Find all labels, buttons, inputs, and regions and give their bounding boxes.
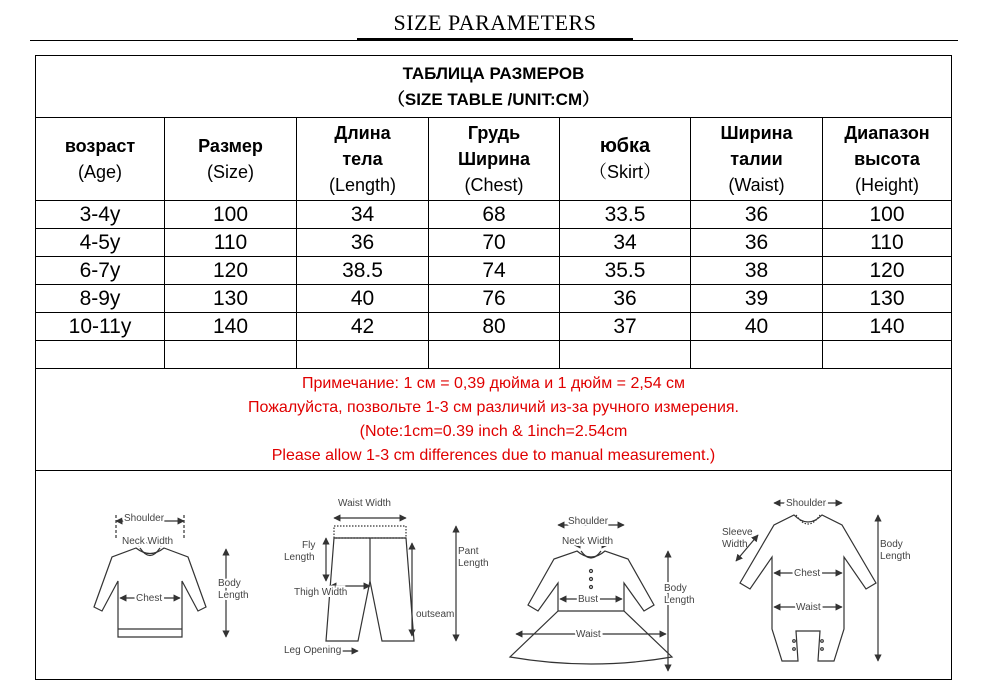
label-romper-body-length-2: Length [880,551,911,562]
page-header [0,0,990,44]
header-rule [30,40,958,41]
cell-waist: 38 [691,257,823,285]
header-en: (Length) [328,175,397,195]
table-caption-row [36,56,952,118]
table-row [36,229,952,257]
header-ru: возраст [64,136,136,156]
cell-size: 120 [165,257,297,285]
table-row [36,201,952,229]
cell-length: 36 [297,229,429,257]
header-ru: Ширина [720,123,793,143]
cell-waist: 39 [691,285,823,313]
table-header-row [36,118,952,201]
label-dress-waist: Waist [576,629,601,640]
col-header-length [297,118,429,201]
diagram-row [36,471,952,680]
caption-unit: （SIZE TABLE /UNIT:CM） [387,89,600,109]
cell-waist: 36 [691,201,823,229]
col-header-size [165,118,297,201]
size-table [35,55,952,680]
cell-length: 34 [297,201,429,229]
table-caption [36,56,952,118]
header-en: (Waist) [728,175,785,195]
cell-height: 100 [823,201,952,229]
col-header-waist [691,118,823,201]
cell-size: 140 [165,313,297,341]
romper-outline [740,515,876,661]
notes-cell [36,369,952,471]
cell-skirt: 34 [560,229,691,257]
cell-chest: 74 [429,257,560,285]
note-line: Please allow 1-3 cm differences due to manual measurement.) [271,446,716,464]
empty-cell [429,341,560,369]
header-en: (Size) [206,162,254,182]
page-title: SIZE PARAMETERS [393,10,597,35]
header-ru: Диапазон [844,123,930,143]
cell-age: 6-7y [36,257,165,285]
label-pants-leg-opening: Leg Opening [284,645,342,656]
label-dress-neck-width: Neck Width [562,536,614,547]
cell-age: 3-4y [36,201,165,229]
table-row [36,313,952,341]
cell-skirt: 36 [560,285,691,313]
cell-size: 110 [165,229,297,257]
dress-outline [510,551,672,664]
cell-height: 110 [823,229,952,257]
cell-length: 40 [297,285,429,313]
label-pants-pant-length-1: Pant [458,546,479,557]
col-header-chest [429,118,560,201]
label-pants-fly-length-1: Fly [302,540,316,551]
empty-cell [823,341,952,369]
caption-title: ТАБЛИЦА РАЗМЕРОВ [402,63,585,83]
pants-diagram [326,518,456,651]
header-ru: тела [342,149,383,169]
cell-chest: 70 [429,229,560,257]
shirt-collar [140,548,160,556]
header-ru: высота [854,149,920,169]
empty-cell [165,341,297,369]
label-romper-chest: Chest [794,568,821,579]
cell-height: 120 [823,257,952,285]
empty-cell [560,341,691,369]
label-shirt-neck-width: Neck Width [122,536,174,547]
header-en: (Chest) [464,175,524,195]
empty-cell [36,341,165,369]
note-line: Примечание: 1 см = 0,39 дюйма и 1 дюйм = 2,54 см [301,374,686,392]
cell-height: 130 [823,285,952,313]
header-ru: Грудь [467,123,521,143]
col-header-age [36,118,165,201]
romper-diagram [736,503,878,661]
cell-length: 42 [297,313,429,341]
shirt-diagram [94,515,226,637]
diagram-cell [36,471,952,680]
note-line: (Note:1cm=0.39 inch & 1inch=2.54cm [359,422,628,440]
header-ru: Длина [334,123,391,143]
table-row [36,257,952,285]
cell-age: 8-9y [36,285,165,313]
cell-height: 140 [823,313,952,341]
cell-size: 130 [165,285,297,313]
header-ru: талии [730,149,783,169]
cell-age: 4-5y [36,229,165,257]
cell-chest: 80 [429,313,560,341]
header-ru: Размер [198,136,263,156]
label-romper-sleeve-width-1: Sleeve [722,527,753,538]
pants-waistband [334,526,406,538]
label-romper-sleeve-width-2: Width [722,539,748,550]
cell-skirt: 37 [560,313,691,341]
header-ru: юбка [599,135,651,157]
label-shirt-body-length-2: Length [218,590,249,601]
label-romper-body-length-1: Body [880,539,903,550]
cell-skirt: 35.5 [560,257,691,285]
label-romper-shoulder: Shoulder [786,498,827,509]
empty-cell [297,341,429,369]
label-shirt-body-length-1: Body [218,578,241,589]
cell-length: 38.5 [297,257,429,285]
header-en: （Skirt） [589,162,661,182]
header-en: (Age) [77,162,122,182]
cell-skirt: 33.5 [560,201,691,229]
label-pants-thigh-width: Thigh Width [294,587,348,598]
cell-chest: 76 [429,285,560,313]
cell-chest: 68 [429,201,560,229]
label-pants-waist-width: Waist Width [338,498,391,509]
label-dress-body-length-1: Body [664,583,687,594]
label-shirt-shoulder: Shoulder [124,513,165,524]
col-header-skirt [560,118,691,201]
table-row [36,285,952,313]
cell-waist: 40 [691,313,823,341]
label-romper-waist: Waist [796,602,821,613]
header-en: (Height) [854,175,920,195]
table-row-empty [36,341,952,369]
header-ru: Ширина [457,149,531,169]
label-pants-outseam: outseam [416,609,455,620]
empty-cell [691,341,823,369]
col-header-height [823,118,952,201]
cell-waist: 36 [691,229,823,257]
notes-row [36,369,952,471]
label-dress-bust: Bust [578,594,599,605]
cell-age: 10-11y [36,313,165,341]
note-line: Пожалуйста, позвольте 1-3 см различий из-за ручного измерения. [248,398,739,416]
label-dress-body-length-2: Length [664,595,695,606]
label-shirt-chest: Chest [136,593,163,604]
label-pants-pant-length-2: Length [458,558,489,569]
label-pants-fly-length-2: Length [284,552,315,563]
cell-size: 100 [165,201,297,229]
measurement-diagrams [36,471,950,677]
label-dress-shoulder: Shoulder [568,516,609,527]
